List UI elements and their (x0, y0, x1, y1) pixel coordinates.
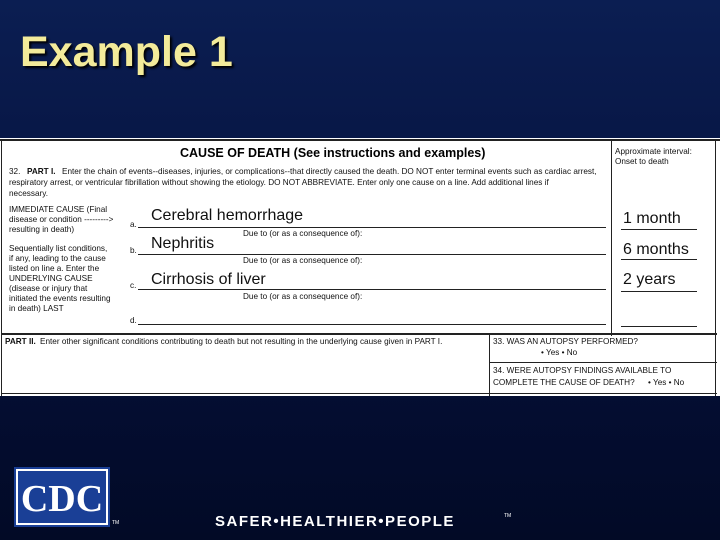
item-number: 32. (9, 167, 21, 176)
autopsy-findings-options[interactable]: • Yes • No (648, 378, 685, 387)
line-letter-d: d. (130, 316, 137, 325)
interval-line-b[interactable]: 6 months (623, 241, 689, 258)
part2-label: PART II. (5, 337, 36, 346)
interval-header: Approximate interval: (615, 147, 692, 156)
immediate-cause-label-2: disease or condition ---------> (9, 215, 114, 224)
sequential-label: Sequentially list conditions, (9, 244, 108, 253)
line-letter-a: a. (130, 220, 137, 229)
part1-instructions-2: respiratory arrest, or ventricular fibrillation without showing the etiology. DO NOT ABBREVIATE. Enter only one cause on a line. Add additional lines if (9, 178, 549, 187)
cdc-logo (14, 467, 110, 527)
line-letter-c: c. (130, 281, 137, 290)
interval-header-2: Onset to death (615, 157, 669, 166)
sequential-label-4: UNDERLYING CAUSE (9, 274, 93, 283)
sequential-label-2: if any, leading to the cause (9, 254, 106, 263)
part1-instructions: Enter the chain of events--diseases, injuries, or complications--that directly caused the death. DO NOT enter terminal events such as cardiac arrest, (62, 167, 597, 176)
part1-instructions-3: necessary. (9, 189, 48, 198)
sequential-label-5: (disease or injury that (9, 284, 88, 293)
death-certificate-form (0, 138, 720, 396)
part2-text: Enter other significant conditions contributing to death but not resulting in the underlying cause given in PART I. (40, 337, 443, 346)
immediate-cause-label-3: resulting in death) (9, 225, 75, 234)
slide-title: Example 1 (20, 28, 233, 76)
form-header: CAUSE OF DEATH (See instructions and examples) (180, 146, 486, 160)
sequential-label-7: in death) LAST (9, 304, 64, 313)
interval-line-c[interactable]: 2 years (623, 271, 676, 288)
cause-line-c[interactable]: Cirrhosis of liver (151, 271, 266, 288)
autopsy-findings-question-2: COMPLETE THE CAUSE OF DEATH? (493, 378, 635, 387)
cause-line-a[interactable]: Cerebral hemorrhage (151, 207, 304, 224)
cause-line-b[interactable]: Nephritis (151, 235, 215, 252)
autopsy-findings-question: 34. WERE AUTOPSY FINDINGS AVAILABLE TO (493, 366, 672, 375)
autopsy-question: 33. WAS AN AUTOPSY PERFORMED? (493, 337, 638, 346)
sequential-label-3: listed on line a. Enter the (9, 264, 100, 273)
tagline-tm: TM (504, 513, 512, 519)
interval-line-a[interactable]: 1 month (623, 210, 681, 227)
autopsy-options[interactable]: • Yes • No (541, 348, 578, 357)
line-letter-b: b. (130, 246, 137, 255)
logo-tm: TM (112, 520, 120, 526)
consequence-label-a: Due to (or as a consequence of): (243, 229, 363, 238)
tagline: SAFER•HEALTHIER•PEOPLE (215, 513, 455, 530)
part1-label: PART I. (27, 167, 56, 176)
consequence-label-b: Due to (or as a consequence of): (243, 256, 363, 265)
immediate-cause-label: IMMEDIATE CAUSE (Final (9, 205, 108, 214)
sequential-label-6: initiated the events resulting (9, 294, 111, 303)
cdc-logo-text: CDC (20, 478, 104, 520)
consequence-label-c: Due to (or as a consequence of): (243, 292, 363, 301)
